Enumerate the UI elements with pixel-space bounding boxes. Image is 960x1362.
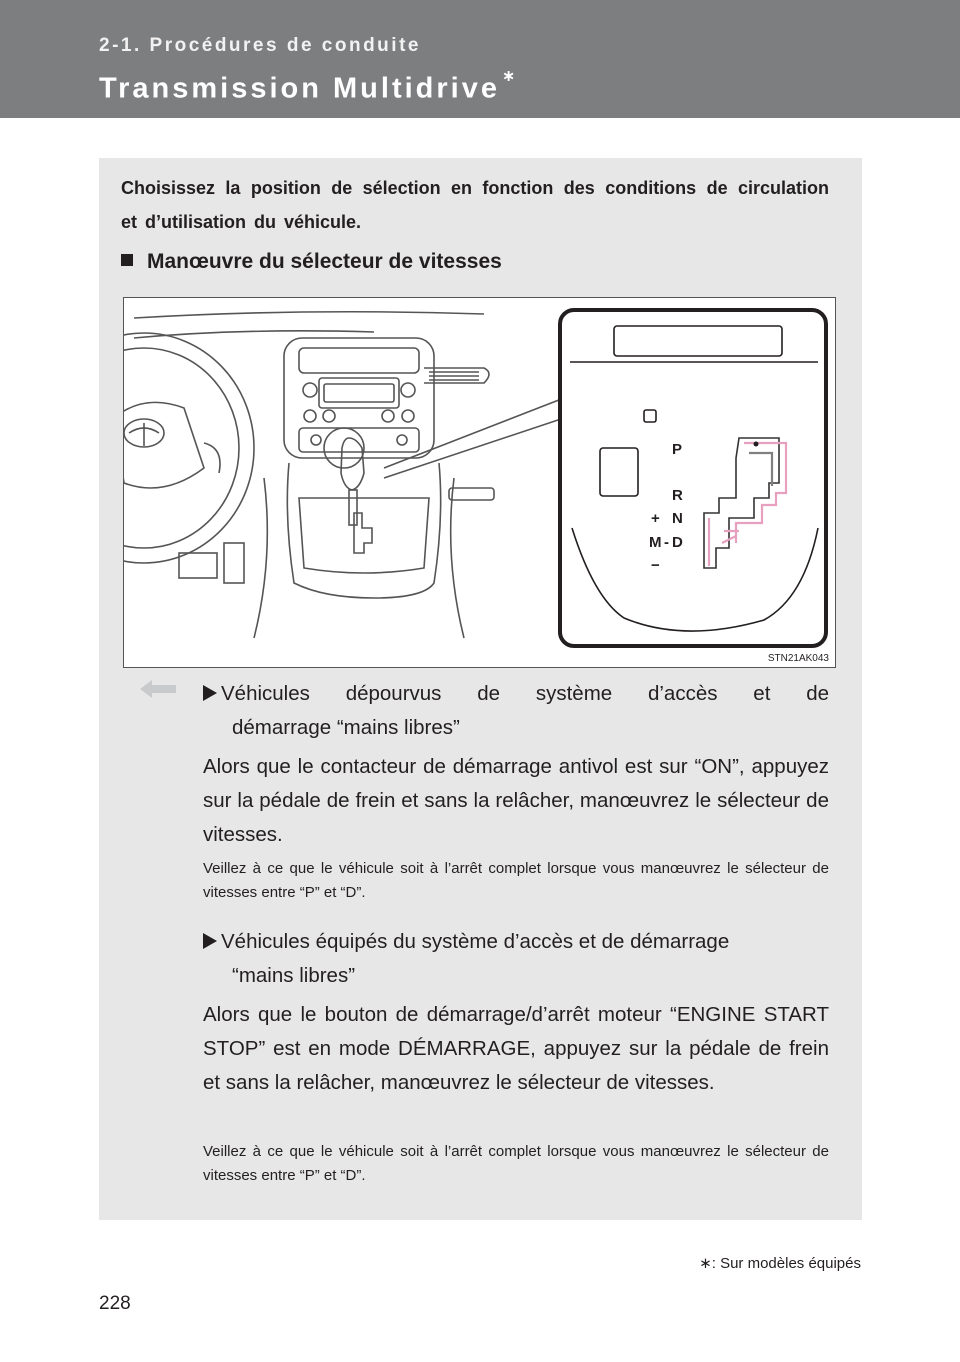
shift-lever-illustration — [123, 297, 836, 668]
gear-p-label: P — [672, 441, 683, 458]
intro-text: Choisissez la position de sélection en fonction des conditions de circulation et d’utilisation du véhicule. — [121, 178, 829, 232]
gear-r-label: R — [672, 487, 683, 504]
gear-n-label: N — [672, 510, 683, 527]
square-bullet-icon — [121, 254, 133, 266]
subheading-text: Manœuvre du sélecteur de vitesses — [147, 250, 502, 273]
section2-heading — [203, 925, 829, 959]
title-footnote-mark: ∗ — [501, 68, 519, 85]
gear-minus-label: − — [651, 557, 660, 574]
section1-heading-cont: démarrage “mains libres” — [232, 716, 460, 739]
gear-d-label: D — [672, 534, 683, 551]
section2-heading-cont: “mains libres” — [232, 964, 356, 987]
footnote: ∗: Sur modèles équipés — [699, 1255, 861, 1272]
page-header — [0, 0, 960, 118]
section1-heading-line1: Véhicules dépourvus de système d’accès et de — [221, 682, 829, 705]
figure-code: STN21AK043 — [767, 653, 829, 664]
triangle-bullet-icon — [203, 933, 217, 949]
section1-note: Veillez à ce que le véhicule soit à l’arrêt complet lorsque vous manœuvrez le sélecteur de vitesses entre “P” et “D”. — [203, 860, 829, 901]
section2-body: Alors que le bouton de démarrage/d’arrêt moteur “ENGINE START STOP” est en mode DÉMARRAGE, appuyez sur la pédale de frein et sans la relâcher, manœuvrez le sélecteur de vitesses. — [203, 1003, 829, 1094]
page-number: 228 — [99, 1293, 131, 1314]
svg-text:-: - — [664, 534, 669, 551]
section1-heading — [203, 677, 829, 711]
gear-plus-label: + — [651, 510, 660, 527]
gear-m-label: M — [649, 534, 662, 551]
section-label: 2-1. Procédures de conduite — [99, 35, 421, 56]
section2-note: Veillez à ce que le véhicule soit à l’arrêt complet lorsque vous manœuvrez le sélecteur de vitesses entre “P” et “D”. — [203, 1143, 829, 1184]
left-arrow-icon — [140, 680, 176, 698]
triangle-bullet-icon — [203, 685, 217, 701]
subheading — [121, 250, 502, 274]
section1-body: Alors que le contacteur de démarrage antivol est sur “ON”, appuyez sur la pédale de frein et sans la relâcher, manœuvrez le sélecteur de vitesses. — [203, 755, 829, 846]
dashboard-drawing — [124, 298, 835, 667]
page-title — [99, 68, 519, 106]
section2-heading-line1: Véhicules équipés du système d’accès et de démarrage — [221, 930, 730, 953]
title-text: Transmission Multidrive — [99, 72, 500, 105]
